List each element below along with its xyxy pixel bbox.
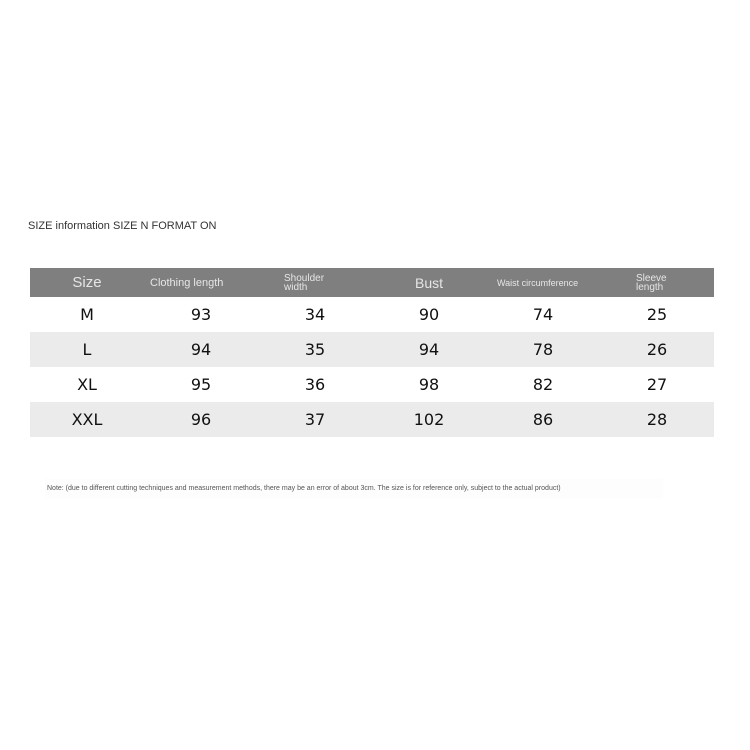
- cell-shoulder-width: 35: [258, 332, 372, 367]
- size-chart-table: [30, 268, 714, 437]
- header-clothing-length: Clothing length: [144, 268, 258, 297]
- cell-clothing-length: 94: [144, 332, 258, 367]
- disclaimer-note: Note: (due to different cutting techniques and measurement methods, there may be an error of about 3cm. The size is for reference only, subject to the actual product): [45, 479, 663, 499]
- cell-size: XXL: [30, 402, 144, 437]
- cell-bust: 102: [372, 402, 486, 437]
- cell-bust: 90: [372, 297, 486, 332]
- cell-waist-circumference: 78: [486, 332, 600, 367]
- cell-size: M: [30, 297, 144, 332]
- table-row: [30, 332, 714, 367]
- cell-bust: 94: [372, 332, 486, 367]
- cell-sleeve-length: 27: [600, 367, 714, 402]
- header-sleeve-line1: Sleeve: [636, 272, 667, 284]
- header-bust: Bust: [372, 268, 486, 297]
- cell-waist-circumference: 82: [486, 367, 600, 402]
- header-shoulder-width: [258, 268, 372, 297]
- cell-clothing-length: 95: [144, 367, 258, 402]
- cell-sleeve-length: 26: [600, 332, 714, 367]
- section-title: SIZE information SIZE N FORMAT ON: [28, 220, 217, 232]
- cell-clothing-length: 96: [144, 402, 258, 437]
- table-header-row: [30, 268, 714, 297]
- cell-bust: 98: [372, 367, 486, 402]
- cell-sleeve-length: 25: [600, 297, 714, 332]
- cell-sleeve-length: 28: [600, 402, 714, 437]
- cell-waist-circumference: 86: [486, 402, 600, 437]
- header-size: Size: [30, 268, 144, 297]
- cell-clothing-length: 93: [144, 297, 258, 332]
- cell-shoulder-width: 34: [258, 297, 372, 332]
- cell-shoulder-width: 36: [258, 367, 372, 402]
- table-row: [30, 402, 714, 437]
- table-row: [30, 297, 714, 332]
- cell-size: XL: [30, 367, 144, 402]
- cell-shoulder-width: 37: [258, 402, 372, 437]
- header-shoulder-line1: Shoulder: [284, 272, 325, 284]
- cell-waist-circumference: 74: [486, 297, 600, 332]
- header-sleeve-length: [600, 268, 714, 297]
- header-waist-circumference: Waist circumference: [486, 268, 600, 297]
- header-sleeve-line2: length: [636, 281, 664, 293]
- table-row: [30, 367, 714, 402]
- header-shoulder-line2: width: [284, 281, 308, 293]
- cell-size: L: [30, 332, 144, 367]
